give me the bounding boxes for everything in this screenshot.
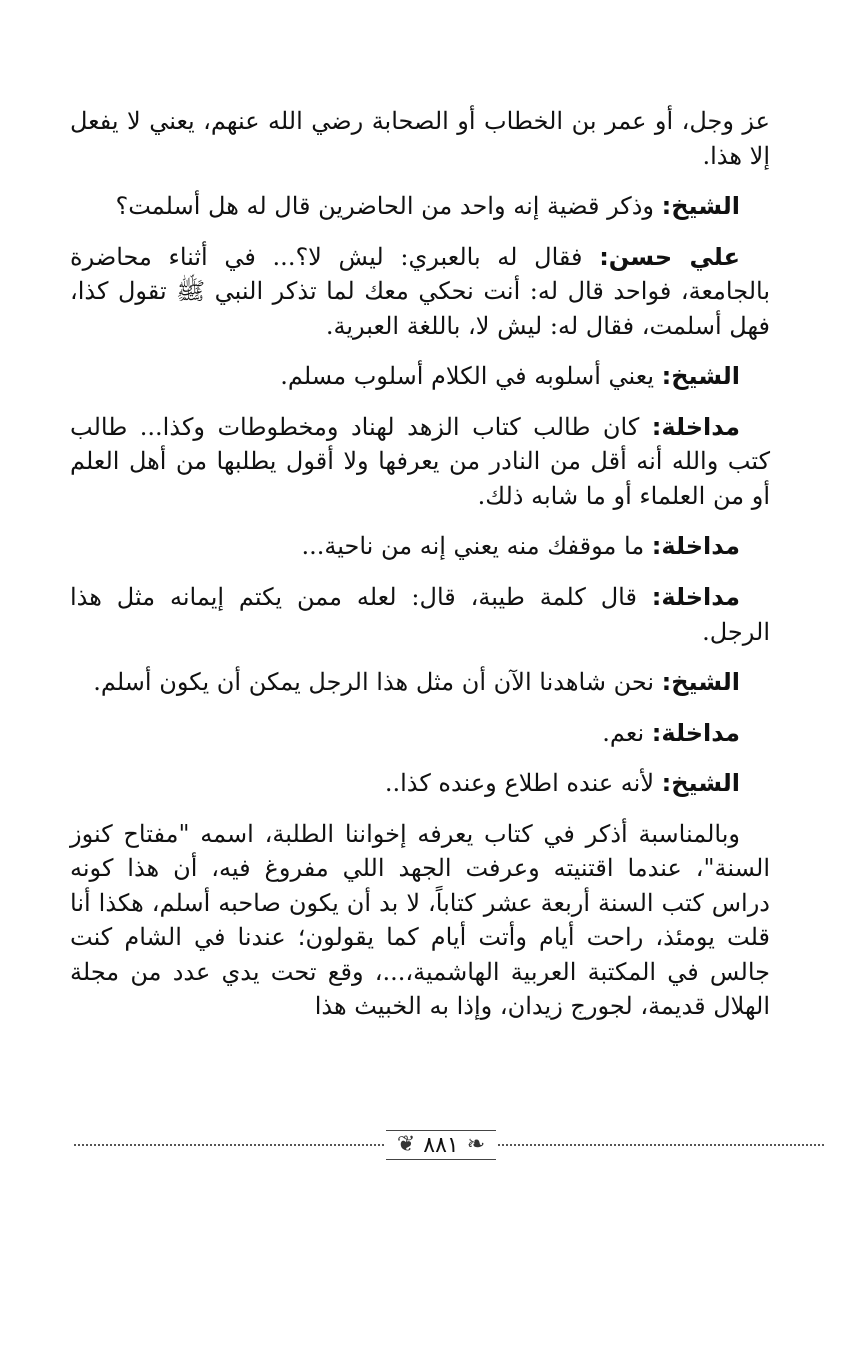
paragraph-text: ما موقفك منه يعني إنه من ناحية... [301, 532, 652, 561]
speaker-label: مداخلة: [651, 583, 740, 612]
paragraph [70, 716, 770, 751]
paragraph [70, 240, 770, 344]
paragraph-text: قال كلمة طيبة، قال: لعله ممن يكتم إيمانه مثل هذا الرجل. [70, 583, 770, 646]
paragraph [70, 817, 770, 1024]
paragraph-text: نعم. [602, 718, 652, 747]
paragraph-text: فقال له بالعبري: ليش لا؟... في أثناء محاضرة بالجامعة، فواحد قال له: أنت نحكي معك لما تذكر النبي ﷺ تقول كذا، فهل أسلمت، فقال له: ليش لا، باللغة العبرية. [70, 242, 770, 340]
speaker-label: الشيخ: [661, 362, 740, 391]
speaker-label: مداخلة: [651, 532, 740, 561]
paragraph-text: يعني أسلوبه في الكلام أسلوب مسلم. [280, 362, 662, 391]
speaker-label: الشيخ: [661, 192, 740, 221]
page-number-frame [386, 1130, 496, 1160]
paragraph-text: نحن شاهدنا الآن أن مثل هذا الرجل يمكن أن يكون أسلم. [93, 668, 662, 697]
paragraph [70, 189, 770, 224]
paragraph-text: كان طالب كتاب الزهد لهناد ومخطوطات وكذا... طالب كتب والله أنه أقل من النادر من يعرفها ولا أقول يطلبها من أهل العلم أو من العلماء أو ما شابه ذلك. [70, 412, 770, 510]
paragraph [70, 766, 770, 801]
speaker-label: مداخلة: [651, 412, 740, 441]
page-number: ٨٨١ [423, 1132, 459, 1158]
paragraph-text: وبالمناسبة أذكر في كتاب يعرفه إخواننا الطلبة، اسمه "مفتاح كنوز السنة"، عندما اقتنيته وعرفت الجهد اللي مفروغ فيه، أن هذا كونه دراس كتب السنة أربعة عشر كتاباً، لا بد أن يكون صاحبه أسلم، هكذا أنا قلت يومئذ، راحت أيام وأتت أيام كما يقولون؛ عندنا في الشام كنت جالس في المكتبة العربية الهاشمية،...، وقع تحت يدي عدد من مجلة الهلال قديمة، لجورج زيدان، وإذا به الخبيث هذا [70, 819, 770, 1021]
page-body [70, 104, 770, 1040]
speaker-label: الشيخ: [661, 769, 740, 798]
paragraph [70, 580, 770, 649]
ornament-left-icon: ❦ [396, 1132, 416, 1157]
paragraph-text: عز وجل، أو عمر بن الخطاب أو الصحابة رضي الله عنهم، يعني لا يفعل إلا هذا. [70, 107, 770, 170]
paragraph [70, 665, 770, 700]
paragraph [70, 410, 770, 514]
paragraph [70, 104, 770, 173]
paragraph-text: لأنه عنده اطلاع وعنده كذا.. [384, 769, 662, 798]
page-footer [74, 1130, 824, 1160]
paragraph [70, 359, 770, 394]
speaker-label: علي حسن: [599, 242, 740, 271]
paragraph [70, 529, 770, 564]
speaker-label: مداخلة: [651, 718, 740, 747]
speaker-label: الشيخ: [661, 668, 740, 697]
paragraph-text: وذكر قضية إنه واحد من الحاضرين قال له هل أسلمت؟ [115, 192, 662, 221]
ornament-right-icon: ❧ [466, 1132, 486, 1157]
